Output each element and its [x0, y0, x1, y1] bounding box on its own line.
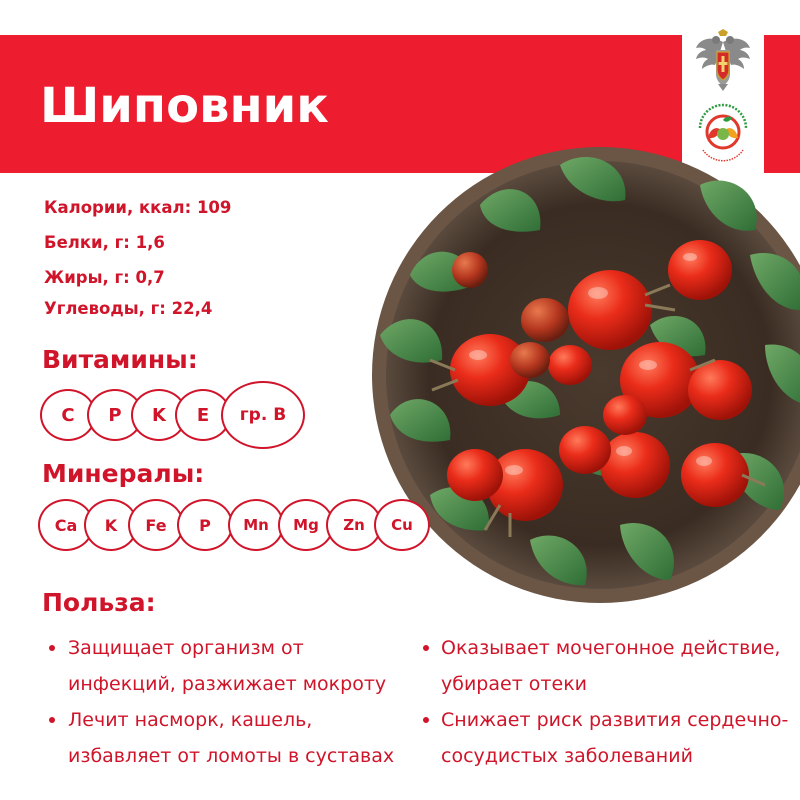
- vitamin-chip: C: [40, 389, 96, 441]
- benefit-text: Оказывает мочегонное действие,: [441, 637, 781, 659]
- vitamins-title: Витамины:: [42, 345, 198, 374]
- benefit-text: Снижает риск развития сердечно-: [441, 709, 789, 731]
- mineral-chip: Ca: [38, 499, 94, 551]
- benefit-text: Лечит насморк, кашель,: [68, 709, 313, 731]
- mineral-chip: Cu: [374, 499, 430, 551]
- mineral-chip: P: [177, 499, 233, 551]
- mineral-chip: K: [84, 499, 138, 551]
- mineral-chip: Mg: [278, 499, 334, 551]
- bullet-dot: [49, 717, 55, 723]
- vitamin-chip: P: [87, 389, 143, 441]
- vitamin-chip: E: [175, 389, 231, 441]
- page-title: Шиповник: [40, 78, 329, 134]
- mineral-chip: Mn: [228, 499, 284, 551]
- benefits-title: Польза:: [42, 588, 156, 617]
- logo-center: [717, 128, 729, 140]
- mineral-chip: Zn: [326, 499, 382, 551]
- protein-text: Белки, г: 1,6: [44, 233, 165, 252]
- benefit-text: инфекций, разжижает мокроту: [68, 673, 387, 695]
- benefit-text: сосудистых заболеваний: [441, 745, 693, 767]
- fat-text: Жиры, г: 0,7: [44, 268, 165, 287]
- bullet-dot: [423, 645, 429, 651]
- calories-text: Калории, ккал: 109: [44, 198, 232, 217]
- vitamin-chip: K: [131, 389, 187, 441]
- benefit-text: убирает отеки: [441, 673, 588, 695]
- bullet-dot: [423, 717, 429, 723]
- mineral-chip: Fe: [128, 499, 184, 551]
- vitamin-chip: гр. В: [221, 381, 305, 449]
- benefit-text: Защищает организм от: [68, 637, 304, 659]
- bullet-dot: [49, 645, 55, 651]
- benefit-text: избавляет от ломоты в суставах: [68, 745, 395, 767]
- eagle-tail: [718, 84, 728, 91]
- rosehip-bowl-photo: [370, 145, 800, 605]
- minerals-title: Минералы:: [42, 459, 205, 488]
- coat-of-arms-icon: [690, 28, 756, 92]
- eagle-heads: [712, 29, 734, 44]
- carbs-text: Углеводы, г: 22,4: [44, 299, 213, 318]
